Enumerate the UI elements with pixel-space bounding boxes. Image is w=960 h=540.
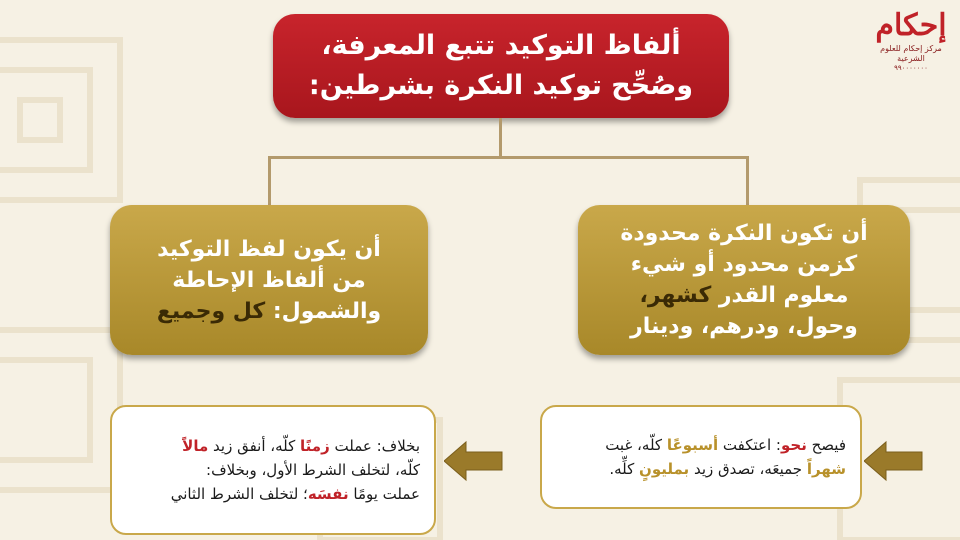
logo-subtitle: مركز إحكام للعلوم الشرعية xyxy=(880,44,942,63)
connector-vertical-top xyxy=(499,118,502,158)
condition-left-line-2: من ألفاظ الإحاطة xyxy=(172,267,366,293)
example-box-right xyxy=(540,405,862,509)
logo xyxy=(872,8,950,78)
condition-left-line-3b: كل وجميع xyxy=(156,298,266,324)
example-right-line-1: فيصح نحو: اعتكفت أسبوعًا كلّه، غبت xyxy=(605,436,846,454)
example-box-left xyxy=(110,405,436,535)
connector-horizontal xyxy=(268,156,749,159)
condition-right-line-3a: معلوم القدر xyxy=(711,283,849,308)
logo-mark: إحكام xyxy=(875,8,947,43)
condition-right-line-1: أن تكون النكرة محدودة xyxy=(620,221,868,246)
condition-right-line-2: كزمن محدود أو شيء xyxy=(630,252,858,277)
connector-right-drop xyxy=(746,156,749,206)
logo-number: ٩٩٠٠٠٠٠٠٠ xyxy=(894,64,928,72)
title-box xyxy=(273,14,729,118)
arrow-left-icon xyxy=(864,440,924,482)
condition-left-line-3a: والشمول: xyxy=(265,298,382,324)
example-left-line-2: كلّه، لتخلف الشرط الأول، وبخلاف: xyxy=(206,461,420,479)
condition-right-line-3 xyxy=(578,280,910,311)
condition-left-line-3 xyxy=(110,296,428,327)
condition-box-right xyxy=(578,205,910,355)
condition-right-line-4: وحول، ودرهم، ودينار xyxy=(630,314,858,339)
example-left-line-3: عملت يومًا نفسَه؛ لتخلف الشرط الثاني xyxy=(170,485,420,503)
arrow-left-icon xyxy=(444,440,504,482)
condition-box-left xyxy=(110,205,428,355)
connector-left-drop xyxy=(268,156,271,206)
condition-right-line-3b: كشهر، xyxy=(639,283,712,308)
condition-left-line-1: أن يكون لفظ التوكيد xyxy=(157,236,381,262)
example-left-line-1: بخلاف: عملت زمنًا كلّه، أنفق زيد مالاً xyxy=(182,437,420,455)
example-right-line-2: شهراً جميعَه، تصدق زيد بمليونٍ كلِّه. xyxy=(609,460,846,478)
title-line-2: وصُحِّح توكيد النكرة بشرطين: xyxy=(308,70,694,101)
title-line-1: ألفاظ التوكيد تتبع المعرفة، xyxy=(321,30,681,61)
